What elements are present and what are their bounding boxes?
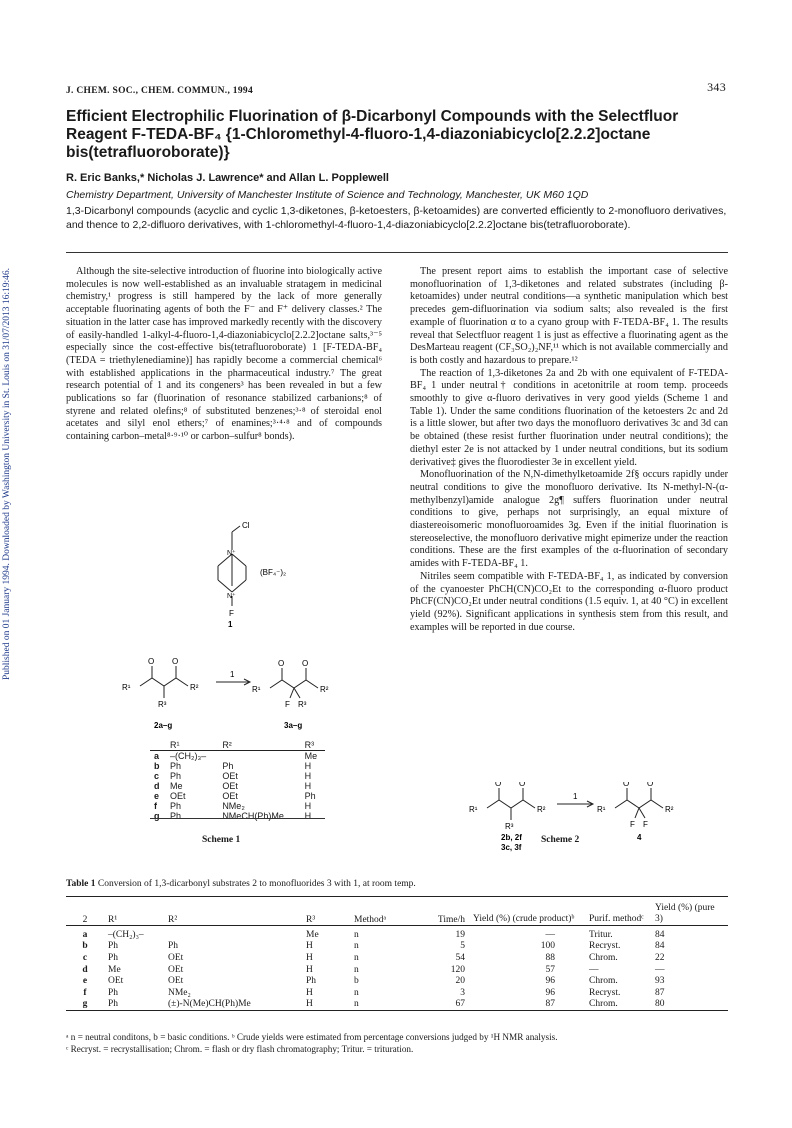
table1-cell: g — [82, 999, 88, 1010]
scheme1-cell: f — [154, 801, 157, 811]
table1-cell: (±)-N(Me)CH(Ph)Me — [168, 999, 251, 1010]
s1-h1: R¹ — [169, 740, 180, 750]
table1-cell: NMe₂ — [168, 987, 191, 998]
table1-cell: –(CH₂)₃– — [108, 929, 144, 940]
table1-cell: 3 — [460, 987, 465, 998]
s1-h2: R² — [222, 740, 232, 750]
article-title: Efficient Electrophilic Fluorination of β-Dicarbonyl Compounds with the Selectfluor Reagent F-TEDA-BF₄ {1-Chloromethyl-4-fluoro-1,4-diazoniabicyclo[2.2.2]octane bis(tetrafluoroborate)} — [66, 108, 679, 161]
table1-cell: H — [306, 952, 313, 963]
scheme1-cell: H — [304, 801, 312, 811]
scheme1-header-row — [150, 740, 325, 751]
table1-cell: Recryst. — [589, 941, 621, 952]
t1-h0: 2 — [82, 915, 88, 925]
left-paragraph-1: Although the site-selective introduction of fluorine into biologically active molecules is now well-established as an invaluable stratagem in medicinal chemistry,¹ progress is still hampered by the lack of more generally acceptable fluorinating agents of both the F⁻ and F⁺ delivery classes.² The situation in the latter case has improved markedly recently with the discovery of easily-handled 1-alkyl-4-fluoro-1,4-diazoniabicyclo[2.2.2]octane salts,³⁻⁵ especially since the cost-effective bis(tetrafluoroborate) 1 [F-TEDA-BF₄ (TEDA = triethylenediamine)] has rapidly become a commercial chemical⁶ with established applications in the pharmaceutical industry.⁷ The great research potential of 1 and its congeners³ has been revealed in but a few publications so far (fluorination of resonance stabilized carbanions;⁸ of styrene and related olefins;⁸ of substituted benzenes;³·⁸ of steroidal enol acetates and silyl enol ethers;⁷ of enamines;³·⁴·⁸ and of compounds containing carbon–metal⁸·⁹·¹⁰ or carbon–sulfur⁸ bonds). — [66, 266, 382, 443]
t1-h8: Yield (%) (pure 3) — [655, 903, 715, 924]
scheme1-bottom-rule — [150, 818, 325, 819]
scheme1-cell: NMeCH(Ph)Me — [222, 811, 284, 821]
left-column — [66, 266, 382, 444]
journal-name: J. CHEM. SOC., CHEM. COMMUN., 1994 — [66, 86, 253, 96]
right-column — [410, 266, 728, 634]
table1-cell: Me — [306, 929, 319, 940]
right-paragraph-2: The reaction of 1,3-diketones 2a and 2b with one equivalent of F-TEDA-BF₄ 1 under neutral† conditions in acetonitrile at room temp. proceeds smoothly to give α-fluoro derivatives in very good yields (Scheme 1 and Table 1). Under the same conditions fluorination of the ketoesters 2c and 2d is a little slower, but after two days the monofluoro derivatives 3c and 3d can be obtained (these resist further fluorination under neutral conditions); the diethyl ester 2e is not attacked by 1 under neutral conditions, but its sodium derivative‡ gives the fluorodiester 3e in excellent yield. — [410, 367, 728, 468]
s2-label-pr: 4 — [637, 833, 642, 842]
t1-h7: Purif. methodᶜ — [589, 914, 644, 924]
scheme1-cell: Me — [304, 751, 318, 761]
table1-cell: Chrom. — [589, 976, 618, 987]
scheme1-cell: Me — [169, 781, 183, 791]
table1-cell: Ph — [108, 999, 119, 1010]
s1-h3: R³ — [304, 740, 315, 750]
table1-row — [66, 999, 728, 1011]
table1-cell: 87 — [545, 999, 555, 1010]
t1-h5: Time/h — [437, 915, 465, 925]
s2-r1-sm: R¹ — [469, 805, 478, 814]
scheme2-caption: Scheme 2 — [541, 835, 580, 845]
table1-description: Conversion of 1,3-dicarbonyl substrates 2 to monofluorides 3 with 1, at room temp. — [95, 879, 416, 889]
s1-r1-pr: R¹ — [252, 685, 261, 694]
right-paragraph-3: Monofluorination of the N,N-dimethylketoamide 2f§ occurs rapidly under neutral conditions to give the monofluoro derivative. Its N-methyl-N-(α-methylbenzyl)amide analogue 2g¶ suffers fluorination under neutral conditions to give, perhaps not surprisingly, an equal mixture of diastereoisomeric monofluoroamides 3g. Even if the initial fluorination is stereoselective, the monofluoro derivative might epimerize under the reaction conditions. These are the first examples of the α-fluorination of secondary amides with F-TEDA-BF₄ 1. — [410, 469, 728, 570]
table1-cell: 57 — [545, 964, 555, 975]
scheme1-row — [150, 761, 325, 771]
table1-row — [66, 975, 728, 987]
table1-row — [66, 987, 728, 999]
scheme1-cell: Ph — [169, 811, 181, 821]
scheme1-cell: Ph — [169, 801, 181, 811]
scheme1-caption: Scheme 1 — [202, 835, 241, 845]
table1-cell: Ph — [168, 941, 179, 952]
s2-oxygen-3: O — [623, 782, 630, 788]
scheme1-cell: H — [304, 771, 312, 781]
table1-cell: n — [354, 999, 359, 1010]
reagent-1-structure — [200, 520, 320, 630]
table1-cell: 5 — [460, 941, 465, 952]
table1-cell: a — [82, 929, 88, 940]
n-plus-top: N⁺ — [227, 550, 236, 557]
scheme1-cell: Ph — [169, 761, 181, 771]
table1-row — [66, 941, 728, 953]
s1-oxygen-1: O — [148, 658, 155, 666]
scheme1-cell: Ph — [222, 761, 234, 771]
s1-h0 — [150, 740, 166, 751]
table1-footnotes — [66, 1031, 728, 1055]
s2-arrow-label: 1 — [573, 792, 578, 801]
table1-cell: 80 — [655, 999, 665, 1010]
s2-oxygen-4: O — [647, 782, 654, 788]
table1-cell: H — [306, 941, 313, 952]
table1-cell: n — [354, 987, 359, 998]
s2-fluorine-1: F — [630, 820, 635, 829]
scheme1-cell — [218, 751, 300, 762]
table1-row — [66, 964, 728, 976]
table1-footnote-2: ᶜ Recryst. = recrystallisation; Chrom. = flash or dry flash chromatography; Tritur. = trituration. — [66, 1044, 414, 1054]
table1-cell: 20 — [455, 976, 465, 987]
scheme1-reaction — [110, 658, 370, 738]
running-header — [66, 80, 726, 96]
scheme1-cell: b — [154, 761, 160, 771]
t1-h1: R¹ — [108, 915, 118, 925]
scheme1-cell: Ph — [304, 791, 316, 801]
abstract-rule — [66, 252, 728, 253]
table1-cell: Tritur. — [589, 929, 613, 940]
scheme1-row — [150, 781, 325, 791]
table1-cell: Ph — [108, 941, 119, 952]
table1-header-row — [66, 897, 728, 926]
table1-cell: 100 — [540, 941, 555, 952]
s1-fluorine-pr: F — [285, 700, 290, 709]
s1-r3-pr: R³ — [298, 700, 307, 709]
s2-oxygen-1: O — [495, 782, 502, 788]
table1-cell: H — [306, 987, 313, 998]
table1-cell: 67 — [455, 999, 465, 1010]
authors: R. Eric Banks,* Nicholas J. Lawrence* and Allan L. Popplewell — [66, 172, 389, 184]
s1-r1-sm: R¹ — [122, 683, 131, 692]
s1-oxygen-4: O — [302, 659, 309, 668]
table1-cell: Ph — [108, 987, 119, 998]
scheme1-row — [150, 801, 325, 811]
scheme1-cell: NMe₂ — [222, 801, 245, 811]
scheme1-substituent-table — [150, 740, 325, 821]
scheme1-cell: a — [154, 751, 160, 761]
scheme1-cell: OEt — [222, 781, 238, 791]
s2-label-sm2: 3c, 3f — [501, 843, 522, 852]
fluorine-label: F — [229, 609, 234, 618]
table1 — [66, 896, 728, 1011]
s1-label-sm: 2a–g — [154, 721, 173, 730]
table1-cell: OEt — [108, 976, 124, 987]
table1-cell: H — [306, 999, 313, 1010]
table1-cell: Recryst. — [589, 987, 621, 998]
scheme1-cell: H — [304, 781, 312, 791]
table1-cell: 93 — [655, 976, 665, 987]
table1-cell: n — [354, 929, 359, 940]
table1-cell: 54 — [455, 952, 465, 963]
table1-cell: e — [82, 976, 88, 987]
s2-r1-pr: R¹ — [597, 805, 606, 814]
s1-arrow-label: 1 — [230, 670, 235, 679]
table1-cell: — — [655, 964, 665, 975]
table1-cell: 87 — [655, 987, 665, 998]
table1-cell: n — [354, 964, 359, 975]
scheme1-row — [150, 791, 325, 801]
t1-h2: R² — [168, 915, 178, 925]
scheme1-cell: OEt — [222, 791, 238, 801]
t1-h3: R³ — [306, 915, 316, 925]
table1-cell: f — [83, 987, 87, 998]
table1-footnote-1: ᵃ n = neutral conditons, b = basic conditions. ᵇ Crude yields were estimated from percentage conversions judged by ¹H NMR analysis. — [66, 1032, 558, 1042]
s1-oxygen-3: O — [278, 659, 285, 668]
s2-oxygen-2: O — [519, 782, 526, 788]
scheme1-row — [150, 811, 325, 821]
scheme1-cell: H — [304, 811, 312, 821]
table1-cell: 19 — [455, 929, 465, 940]
right-paragraph-1: The present report aims to establish the important case of selective monofluorination of 1,3-diketones and related substrates (including β-ketoamides) under neutral conditions—a synthetic manipulation which best precedes gem-difluorination via sodium salts; also revealed is the first example of fluorination α to a cyano group with F-TEDA-BF₄ 1. The results reveal that Selectfluor reagent 1 is just as effective a fluorinating agent as the DesMarteau reagent (CF₃SO₂)₂NF,¹¹ which is not available commercially and is both costly and hazardous to prepare.¹² — [410, 266, 728, 366]
scheme2-reaction — [465, 782, 695, 862]
table1-cell: Me — [108, 964, 121, 975]
scheme1-cell: H — [304, 761, 312, 771]
table1-cell: b — [82, 941, 88, 952]
table1-cell: Chrom. — [589, 999, 618, 1010]
table1-cell: OEt — [168, 976, 184, 987]
table1-cell: 88 — [545, 952, 555, 963]
table1-cell: H — [306, 964, 313, 975]
table1-cell: Chrom. — [589, 952, 618, 963]
scheme1-cell: –(CH₂)₃– — [169, 751, 207, 761]
scheme1-row — [150, 751, 325, 762]
table1-cell: Ph — [108, 952, 119, 963]
s1-oxygen-2: O — [172, 658, 179, 666]
provenance-sidebar: Published on 01 January 1994. Downloaded by Washington University in St. Louis on 31/07/2013 16:19:46. — [2, 267, 12, 680]
chlorine-label: Cl — [242, 521, 250, 530]
scheme1-cell: g — [154, 811, 160, 821]
right-paragraph-4: Nitriles seem compatible with F-TEDA-BF₄ 1, as indicated by conversion of the cyanoester PhCH(CN)CO₂Et to the corresponding α-fluoro product PhCF(CN)CO₂Et under neutral conditions (1.5 equiv. 1, at 40 °C) in excellent yield (92%). Significant applications in synthesis stem from this result, and examples will be reported in due course. — [410, 570, 728, 633]
scheme1-cell: d — [154, 781, 160, 791]
scheme1-row — [150, 771, 325, 781]
table1-cell: 84 — [655, 941, 665, 952]
table1-cell: OEt — [168, 952, 184, 963]
s2-r3-sm: R³ — [505, 822, 514, 831]
table1-title — [66, 879, 416, 889]
table1-cell: b — [354, 976, 359, 987]
table1-cell: n — [354, 952, 359, 963]
table1-cell: 96 — [545, 976, 555, 987]
s2-r2-sm: R² — [537, 805, 546, 814]
s1-r2-sm: R² — [190, 683, 199, 692]
s1-r2-pr: R² — [320, 685, 329, 694]
table1-label: Table 1 — [66, 879, 96, 889]
abstract: 1,3-Dicarbonyl compounds (acyclic and cyclic 1,3-diketones, β-ketoesters, β-ketoamides) are converted efficiently to 2-monofluoro derivatives, and thence to 2,2-difluoro derivatives, with 1-chloromethyl-4-fluoro-1,4-diazoniabicyclo[2.2.2]octane bis(tetrafluoroborate). — [66, 205, 727, 231]
page-number: 343 — [707, 80, 726, 94]
s2-label-sm: 2b, 2f — [501, 833, 522, 842]
table1-row — [66, 926, 728, 941]
compound-1-label: 1 — [228, 620, 233, 629]
anion-label: (BF₄⁻)₂ — [260, 568, 287, 577]
table1-cell: d — [82, 964, 88, 975]
scheme1-cell: OEt — [169, 791, 186, 801]
t1-h4: Methodᵃ — [354, 915, 387, 925]
table1-cell — [164, 926, 302, 941]
scheme1-cell: c — [154, 771, 160, 781]
scheme1-cell: Ph — [169, 771, 181, 781]
t1-h6: Yield (%) (crude product)ᵇ — [473, 914, 575, 924]
table1-cell: Ph — [306, 976, 317, 987]
s2-r2-pr: R² — [665, 805, 674, 814]
table1-cell: — — [589, 964, 599, 975]
affiliation: Chemistry Department, University of Manchester Institute of Science and Technology, Manchester, UK M60 1QD — [66, 189, 589, 201]
n-plus-bottom: N⁺ — [227, 593, 236, 600]
table1-cell: 22 — [655, 952, 665, 963]
table1-cell: 84 — [655, 929, 665, 940]
s1-r3-sm: R³ — [158, 700, 167, 709]
table1-cell: 120 — [450, 964, 465, 975]
s2-fluorine-2: F — [643, 820, 648, 829]
table1-row — [66, 952, 728, 964]
s1-label-pr: 3a–g — [284, 721, 303, 730]
table1-cell: c — [82, 952, 88, 963]
scheme1-cell: e — [154, 791, 160, 801]
table1-cell: n — [354, 941, 359, 952]
table1-cell: 96 — [545, 987, 555, 998]
scheme1-cell: OEt — [222, 771, 238, 781]
table1-cell: — — [545, 929, 555, 940]
table1-cell: OEt — [168, 964, 184, 975]
